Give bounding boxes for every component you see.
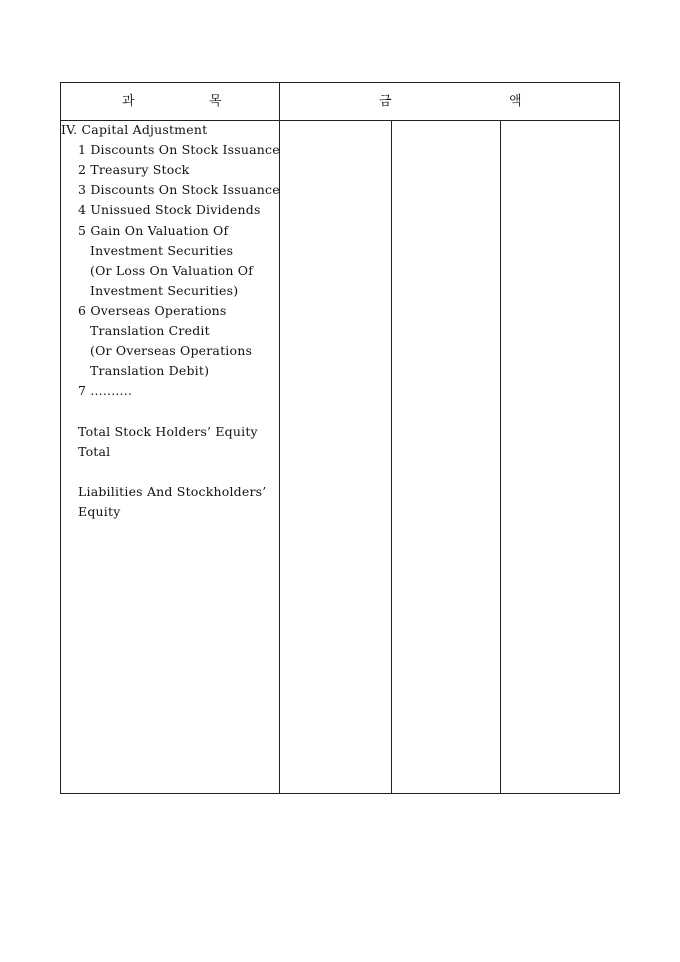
- column-divider-amount-2: [500, 120, 501, 793]
- balance-sheet-table: [60, 82, 620, 794]
- line-item: Equity: [78, 503, 121, 519]
- line-item: IV. Capital Adjustment: [61, 122, 208, 137]
- line-item: Translation Credit: [90, 323, 210, 338]
- line-item: Total: [78, 443, 111, 459]
- line-item: 1 Discounts On Stock Issuance: [78, 142, 280, 158]
- column-divider-amount-1: [391, 120, 392, 793]
- line-item: Translation Debit): [90, 363, 210, 379]
- line-item: Investment Securities): [90, 282, 239, 298]
- header-amount-char-1: 금: [379, 94, 392, 109]
- line-item: 3 Discounts On Stock Issuance: [78, 182, 280, 198]
- line-item: Total Stock Holders’ Equity: [78, 423, 258, 439]
- line-item: 6 Overseas Operations: [78, 302, 227, 318]
- line-item: (Or Overseas Operations: [90, 343, 253, 359]
- line-item: 4 Unissued Stock Dividends: [78, 202, 261, 218]
- line-item: 2 Treasury Stock: [78, 162, 190, 178]
- line-item: 5 Gain On Valuation Of: [78, 222, 229, 238]
- header-subject-char-1: 과: [122, 94, 135, 109]
- line-item: Liabilities And Stockholders’: [78, 483, 267, 499]
- line-item: Investment Securities: [90, 242, 234, 258]
- header-amount-char-2: 액: [509, 94, 522, 109]
- line-item: (Or Loss On Valuation Of: [90, 262, 254, 278]
- line-item: 7 ..........: [78, 383, 133, 399]
- header-subject-char-2: 목: [209, 94, 222, 109]
- table-header-row: [61, 83, 619, 121]
